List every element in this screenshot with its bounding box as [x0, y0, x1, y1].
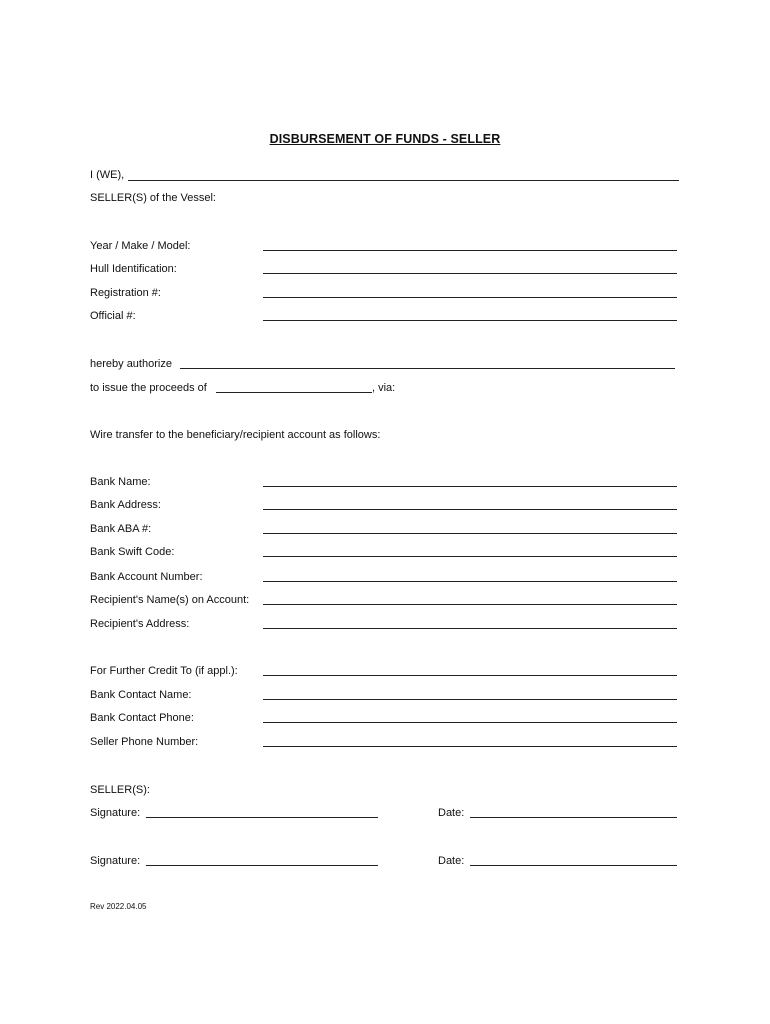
- authorize-label: hereby authorize: [90, 358, 172, 370]
- date-field-2[interactable]: [470, 865, 677, 866]
- recipient-names-label: Recipient's Name(s) on Account:: [90, 594, 250, 606]
- official-number-label: Official #:: [90, 310, 136, 322]
- seller-names-field[interactable]: [128, 180, 679, 181]
- recipient-address-field[interactable]: [263, 628, 677, 629]
- bank-contact-name-field[interactable]: [263, 699, 677, 700]
- signature-label-2: Signature:: [90, 855, 141, 867]
- date-label-2: Date:: [438, 855, 465, 867]
- intro-label: I (WE),: [90, 169, 125, 181]
- hull-id-field[interactable]: [263, 273, 677, 274]
- year-make-model-label: Year / Make / Model:: [90, 240, 191, 252]
- date-field-1[interactable]: [470, 817, 677, 818]
- year-make-model-field[interactable]: [263, 250, 677, 251]
- bank-swift-label: Bank Swift Code:: [90, 546, 175, 558]
- proceeds-amount-field[interactable]: [216, 392, 372, 393]
- sellers-label: SELLER(S):: [90, 784, 150, 796]
- bank-aba-field[interactable]: [263, 533, 677, 534]
- seller-phone-label: Seller Phone Number:: [90, 736, 199, 748]
- bank-account-number-field[interactable]: [263, 581, 677, 582]
- bank-name-field[interactable]: [263, 486, 677, 487]
- seller-phone-field[interactable]: [263, 746, 677, 747]
- bank-address-label: Bank Address:: [90, 499, 161, 511]
- further-credit-field[interactable]: [263, 675, 677, 676]
- page-title: DISBURSEMENT OF FUNDS - SELLER: [269, 132, 501, 146]
- hull-id-label: Hull Identification:: [90, 263, 177, 275]
- official-number-field[interactable]: [263, 320, 677, 321]
- recipient-address-label: Recipient's Address:: [90, 618, 190, 630]
- bank-aba-label: Bank ABA #:: [90, 523, 152, 535]
- proceeds-prefix: to issue the proceeds of: [90, 382, 207, 394]
- bank-account-number-label: Bank Account Number:: [90, 571, 203, 583]
- bank-name-label: Bank Name:: [90, 476, 151, 488]
- authorize-field[interactable]: [180, 368, 675, 369]
- signature-label-1: Signature:: [90, 807, 141, 819]
- bank-contact-phone-field[interactable]: [263, 722, 677, 723]
- signature-field-1[interactable]: [146, 817, 378, 818]
- wire-intro: Wire transfer to the beneficiary/recipient account as follows:: [90, 429, 381, 441]
- registration-label: Registration #:: [90, 287, 161, 299]
- bank-contact-phone-label: Bank Contact Phone:: [90, 712, 194, 724]
- bank-contact-name-label: Bank Contact Name:: [90, 689, 192, 701]
- revision-label: Rev 2022.04.05: [90, 902, 147, 911]
- registration-field[interactable]: [263, 297, 677, 298]
- recipient-names-field[interactable]: [263, 604, 677, 605]
- proceeds-suffix: , via:: [372, 382, 396, 394]
- bank-address-field[interactable]: [263, 509, 677, 510]
- signature-field-2[interactable]: [146, 865, 378, 866]
- date-label-1: Date:: [438, 807, 465, 819]
- bank-swift-field[interactable]: [263, 556, 677, 557]
- seller-of-vessel-label: SELLER(S) of the Vessel:: [90, 192, 216, 204]
- further-credit-label: For Further Credit To (if appl.):: [90, 665, 238, 677]
